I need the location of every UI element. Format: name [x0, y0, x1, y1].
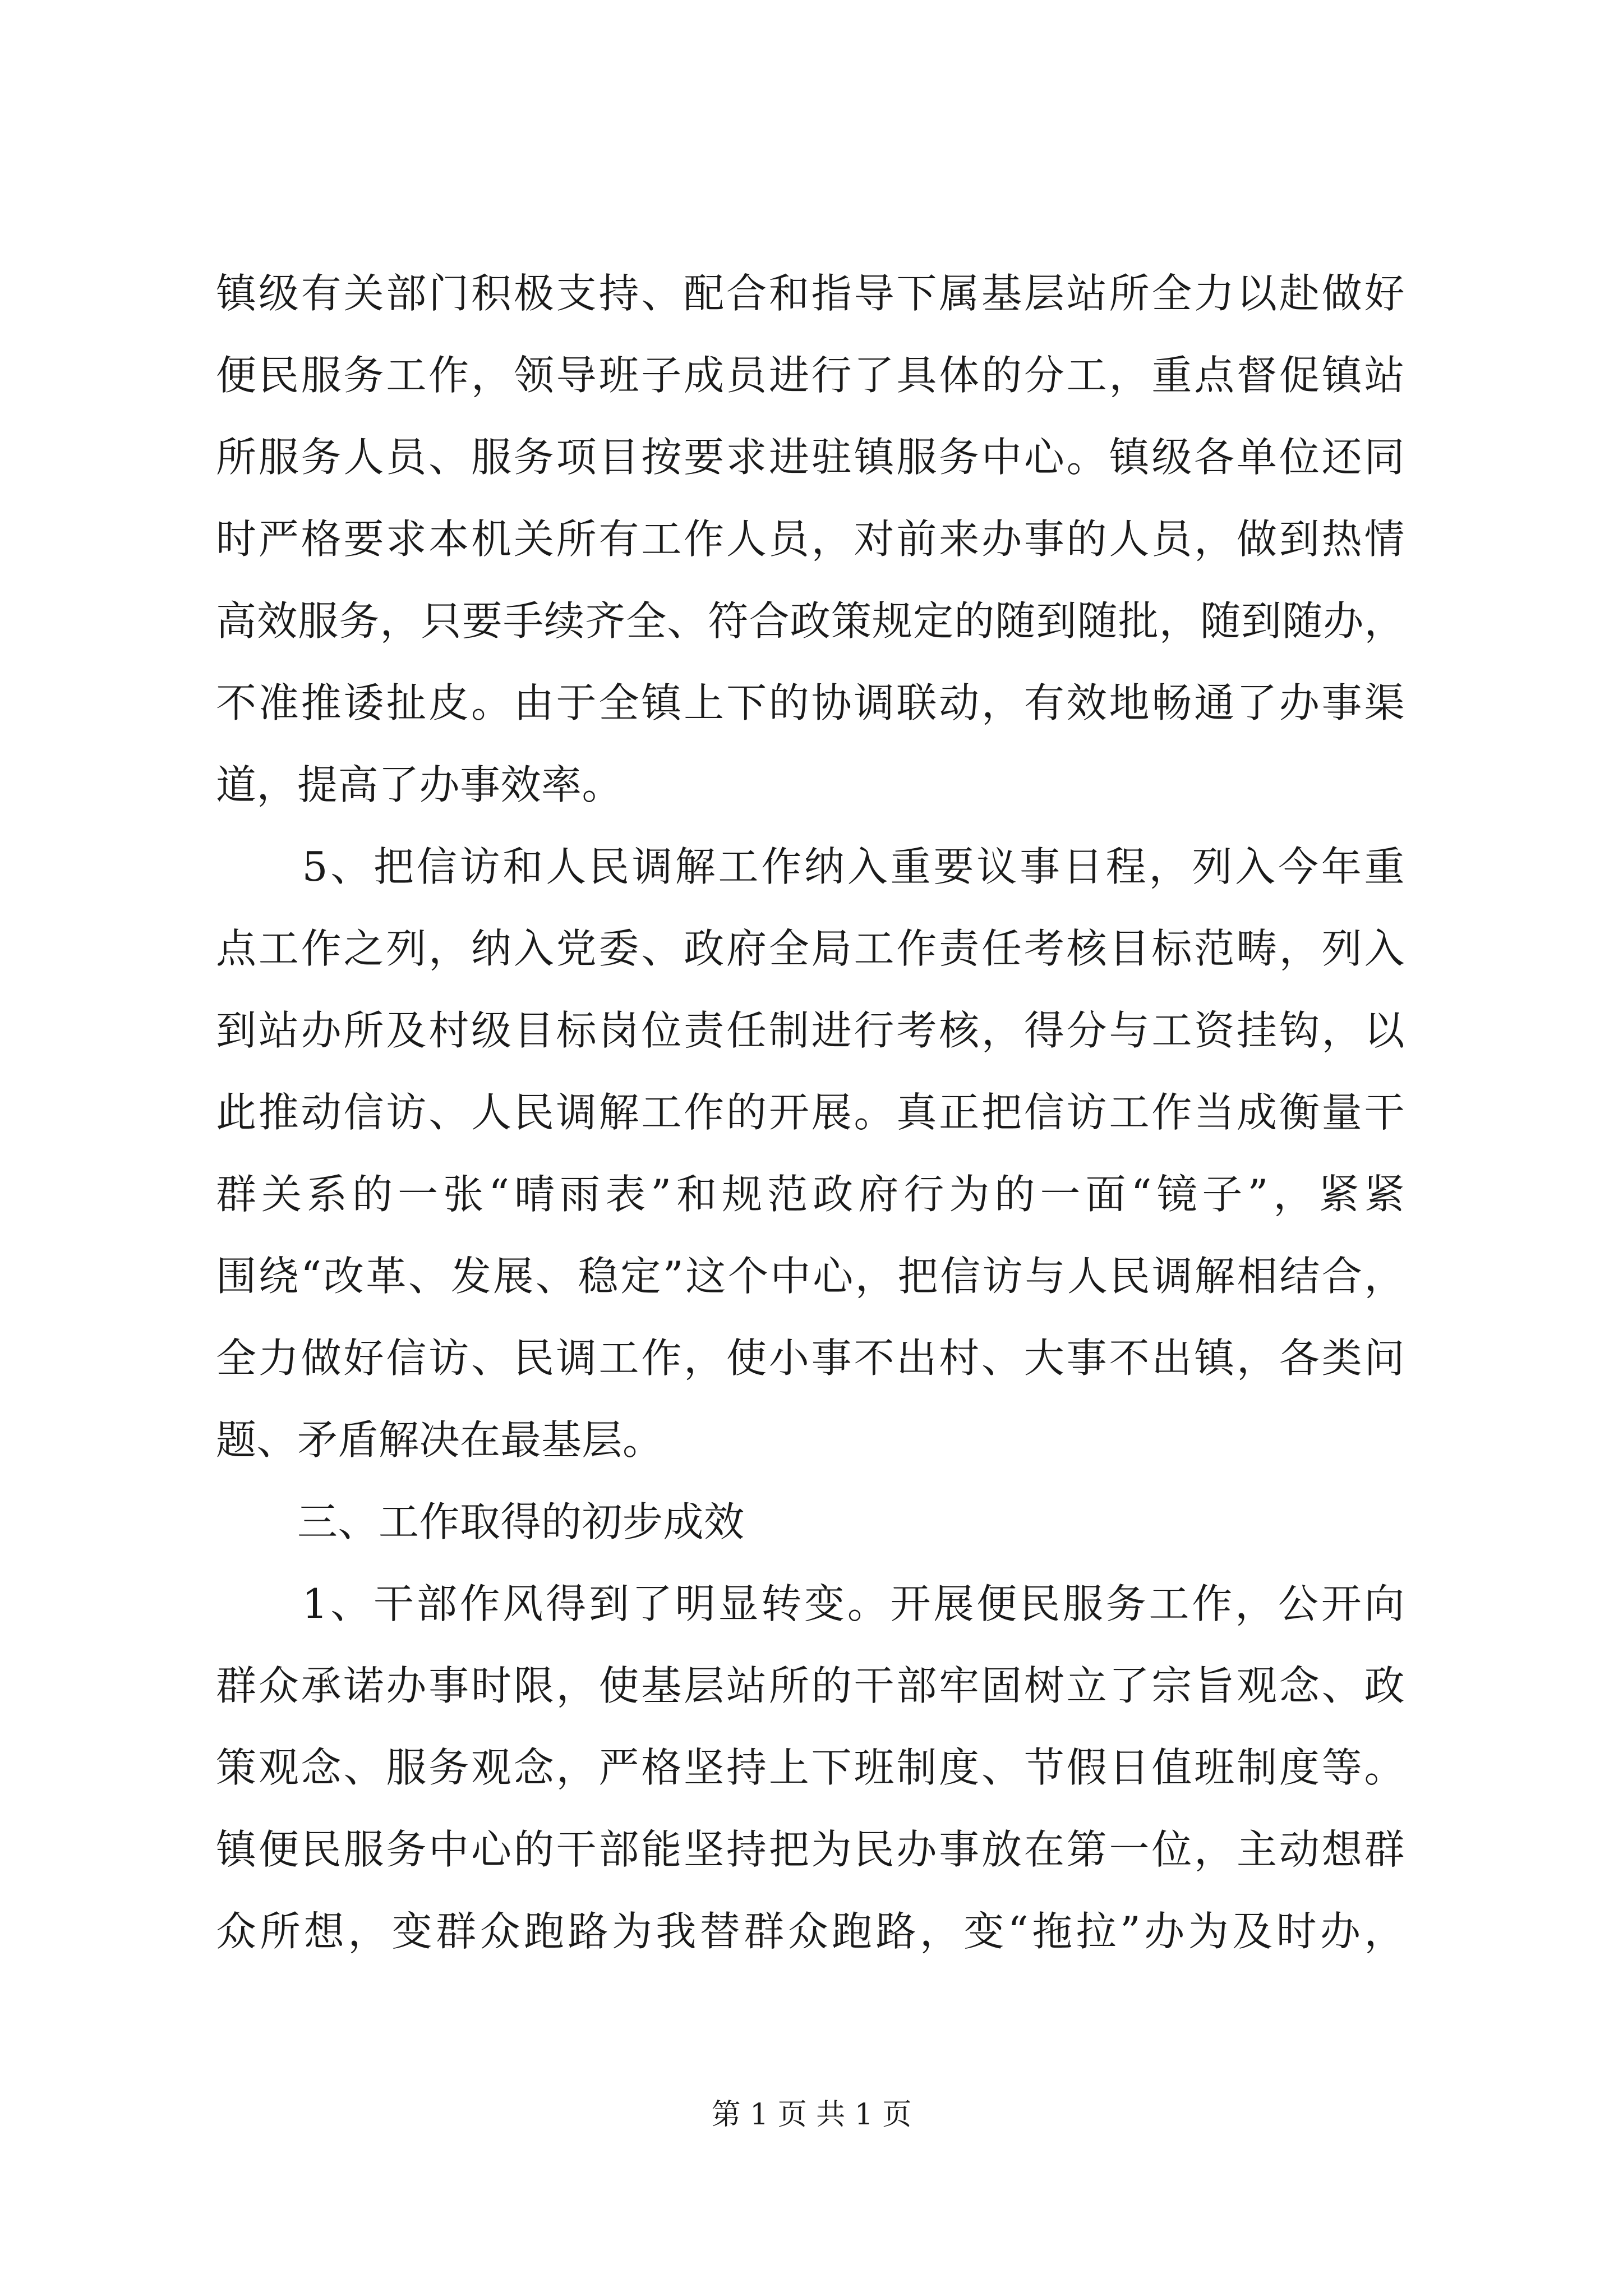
- text-line: 时严格要求本机关所有工作人员，对前来办事的人员，做到热情: [216, 516, 1405, 563]
- text-line: 1、干部作风得到了明显转变。开展便民服务工作，公开向: [216, 1580, 1405, 1627]
- text-line: 镇级有关部门积极支持、配合和指导下属基层站所全力以赴做好: [216, 270, 1405, 317]
- text-line: 道，提高了办事效率。: [216, 761, 623, 808]
- text-line: 策观念、服务观念，严格坚持上下班制度、节假日值班制度等。: [216, 1744, 1405, 1791]
- text-line: 所服务人员、服务项目按要求进驻镇服务中心。镇级各单位还同: [216, 434, 1405, 481]
- text-line: 不准推诿扯皮。由于全镇上下的协调联动，有效地畅通了办事渠: [216, 679, 1405, 726]
- text-line: 围绕“改革、发展、稳定”这个中心，把信访与人民调解相结合，: [216, 1253, 1405, 1300]
- text-line: 全力做好信访、民调工作，使小事不出村、大事不出镇，各类问: [216, 1335, 1405, 1382]
- text-line: 众所想，变群众跑路为我替群众跑路，变“拖拉”办为及时办，: [216, 1908, 1405, 1955]
- text-line: 镇便民服务中心的干部能坚持把为民办事放在第一位，主动想群: [216, 1826, 1405, 1873]
- body-text: [216, 252, 1405, 1972]
- text-line: 点工作之列，纳入党委、政府全局工作责任考核目标范畴，列入: [216, 925, 1405, 972]
- page-footer: 第 1 页 共 1 页: [711, 2098, 912, 2132]
- text-line: 高效服务，只要手续齐全、符合政策规定的随到随批，随到随办，: [216, 597, 1405, 645]
- text-line: 到站办所及村级目标岗位责任制进行考核，得分与工资挂钩，以: [216, 1007, 1405, 1054]
- text-line: 题、矛盾解决在最基层。: [216, 1416, 663, 1464]
- text-line: 群众承诺办事时限，使基层站所的干部牢固树立了宗旨观念、政: [216, 1662, 1405, 1709]
- section-heading: 三、工作取得的初步成效: [216, 1498, 745, 1545]
- text-line: 5、把信访和人民调解工作纳入重要议事日程，列入今年重: [216, 843, 1405, 890]
- text-line: 便民服务工作，领导班子成员进行了具体的分工，重点督促镇站: [216, 352, 1405, 399]
- text-line: 群关系的一张“晴雨表”和规范政府行为的一面“镜子”，紧紧: [216, 1171, 1405, 1218]
- text-line: 此推动信访、人民调解工作的开展。真正把信访工作当成衡量干: [216, 1089, 1405, 1136]
